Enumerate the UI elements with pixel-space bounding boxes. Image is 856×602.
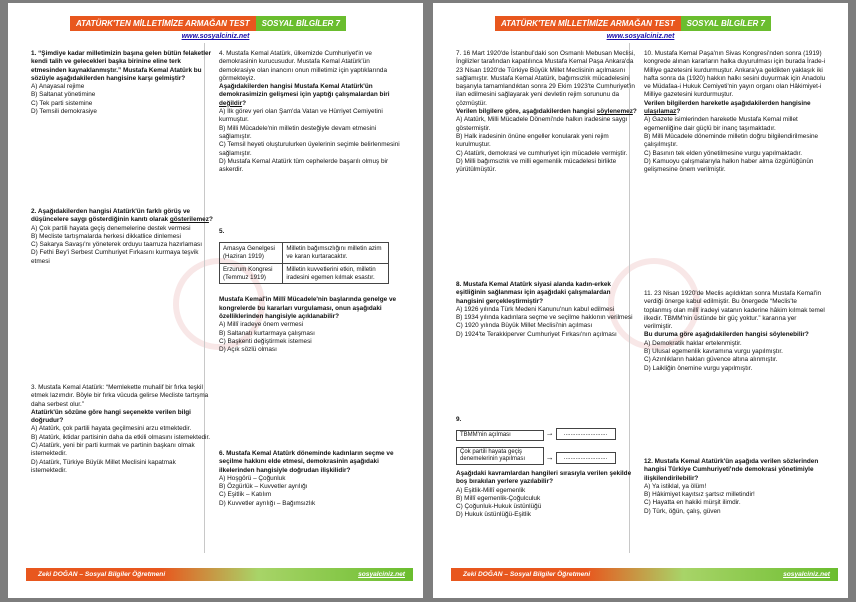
question-4-option-d: D) Mustafa Kemal Atatürk tüm cephelerde başarılı olmuş bir askerdir. — [219, 157, 389, 174]
question-2-option-d: D) Fethi Bey'i Serbest Cumhuriyet Fırkasını kurmaya teşvik etmesi — [31, 249, 199, 265]
question-11 — [644, 290, 826, 373]
question-3-question: Atatürk'ün sözüne göre hangi seçenekte verilen bilgi doğrudur? — [31, 408, 191, 425]
question-5-table — [219, 242, 389, 284]
question-5-option-b: B) Saltanatı kurtarmaya çalışması — [219, 329, 315, 337]
question-3-option-a: A) Atatürk, çok partili hayata geçilmesini arzu etmektedir. — [31, 425, 192, 433]
question-8-option-b: B) 1934 yılında kadınlara seçme ve seçilme hakkının verilmesi — [456, 314, 633, 322]
question-6-stem: 6. Mustafa Kemal Atatürk döneminde kadınların seçme ve seçilme hakkını elde etmesi, demokrasinin aşağıdaki ilkelerinden hangisiyle doğrudan ilişkilidir? — [219, 450, 394, 474]
footer-url[interactable]: sosyalciniz.net — [783, 571, 830, 578]
question-7-option-d: D) Milli bağımsızlık ve milli egemenlik mücadelesi birlikte yürütülmüştür. — [456, 157, 617, 174]
question-12-option-b: B) Hâkimiyet kayıtsız şartsız milletindir! — [644, 491, 755, 499]
question-3-option-c: C) Atatürk, yeni bir parti kurmak ve partinin başkanı olmak istemektedir. — [31, 442, 195, 458]
question-3 — [31, 384, 213, 475]
question-7-option-b: B) Halk iradesinin önüne engeller konularak yeni rejim kurulmuştur. — [456, 132, 609, 149]
question-6-option-b: B) Özgürlük – Kuvvetler ayrılığı — [219, 483, 308, 491]
question-10-option-c: C) Basının tek elden yönetilmesine vurgu yapılmaktadır. — [644, 149, 803, 157]
question-8-option-c: C) 1920 yılında Büyük Millet Meclisi'nin açılması — [456, 322, 593, 330]
question-8-option-a: A) 1926 yılında Türk Medeni Kanunu'nun kabul edilmesi — [456, 305, 615, 313]
page-header — [70, 16, 346, 31]
question-6 — [219, 450, 401, 508]
question-3-option-b: B) Atatürk, iktidar partisinin daha da etkili olmasını istemektedir. — [31, 433, 211, 441]
question-9 — [456, 416, 638, 520]
question-7-option-a: A) Atatürk, Milli Mücadele Dönemi'nde halkın iradesine saygı göstermiştir. — [456, 116, 628, 132]
question-1-option-c: C) Tek parti sistemine — [31, 99, 93, 107]
question-1 — [31, 50, 213, 116]
question-10-question: Verilen bilgilerden hareketle aşağıdakilerden hangisine ulaşılamaz? — [644, 99, 811, 116]
question-4 — [219, 50, 401, 174]
question-9-number: 9. — [456, 416, 462, 423]
table-cell: Milletin bağımsızlığını milletin azim ve karan kurtaracaktır. — [283, 243, 389, 264]
question-3-option-d: D) Atatürk, Türkiye Büyük Millet Meclisini kapatmak istemektedir. — [31, 458, 176, 474]
table-row — [220, 243, 389, 264]
question-9-option-a: A) Eşitlik-Millî egemenlik — [456, 486, 526, 494]
question-11-stem: 11. 23 Nisan 1920'de Meclis açıldıktan sonra Mustafa Kemal'in verdiği önerge kabul edilmiştir. Bu önergede “Meclis'te toplanmış olan millî iradeyi vatanın kaderine hâkim kılmak temel ilkedir. TBMM'nin üstünde bir güç yoktur.” kararına yer verilmiştir. — [644, 290, 825, 331]
footer-url[interactable]: sosyalciniz.net — [358, 571, 405, 578]
question-11-option-b: B) Ulusal egemenlik kavramına vurgu yapılmıştır. — [644, 348, 783, 356]
question-7-option-c: C) Atatürk, demokrasi ve cumhuriyet için mücadele vermiştir. — [456, 149, 628, 157]
question-4-stem: Aşağıdakilerden hangisi Mustafa Kemal Atatürk'ün demokrasimizin gelişmesi için yaptığı çalışmalardan biri değildir? — [219, 83, 390, 107]
question-8 — [456, 281, 638, 339]
question-6-option-d: D) Kuvvetler ayrılığı – Bağımsızlık — [219, 499, 316, 507]
question-2-option-a: A) Çok partili hayata geçiş denemelerine destek vermesi — [31, 224, 191, 232]
table-cell: Erzurum Kongresi (Temmuz 1919) — [220, 263, 283, 284]
question-11-option-d: D) Laikliğin önemine vurgu yapılmıştır. — [644, 364, 753, 372]
footer-author: Zeki DOĞAN – Sosyal Bilgiler Öğretmeni — [38, 571, 166, 578]
question-5-question: Mustafa Kemal'in Millî Mücadele'nin başlarında genelge ve kongrelerde bu kararları vurgulaması, onun aşağıdaki özelliklerinden hangisiyle açıklanabilir? — [219, 296, 397, 321]
question-9-option-d: D) Hukuk üstünlüğü-Eşitlik — [456, 511, 531, 519]
question-5-number: 5. — [219, 228, 225, 235]
question-6-option-a: A) Hoşgörü – Çoğunluk — [219, 474, 286, 482]
diagram-blank: .......................... — [556, 428, 616, 440]
diagram-row — [456, 428, 638, 441]
page-footer — [26, 568, 413, 581]
question-1-option-d: D) Temsili demokrasiye — [31, 108, 97, 116]
question-10-option-b: B) Milli Mücadele döneminde milletin doğru bilgilendirilmesine çalışılmıştır. — [644, 132, 819, 149]
question-12-option-c: C) Hayatta en hakiki mürşit ilimdir. — [644, 499, 741, 507]
arrow-right-icon: → — [545, 452, 554, 462]
question-2 — [31, 208, 213, 266]
question-2-stem: 2. Aşağıdakilerden hangisi Atatürk'ün farklı görüş ve düşüncelere saygı gösterdiğinin kanıtı olarak gösterilemez? — [31, 208, 213, 224]
question-2-option-b: B) Mecliste tartışmalarda herkesi dikkatlice dinlemesi — [31, 232, 181, 240]
question-7-stem: 7. 16 Mart 1920'de İstanbul'daki son Osmanlı Mebusan Meclisi, İngilizler tarafından kapatılınca Mustafa Kemal Paşa Ankara'da 23 Nisan 1920'de Türkiye Büyük Millet Meclisinin açılmasını sağlamıştır. Mustafa Kemal Atatürk, bağımsızlık mücadelesini başarıyla tamamlandıktan sonra 29 Ekim 1923'te Cumhuriyet'in ilan edilmesini sağlayarak yeni devletin rejim sorununu da çözmüştür. — [456, 50, 635, 107]
question-11-question: Bu duruma göre aşağıdakilerden hangisi söylenebilir? — [644, 331, 809, 339]
header-subject: SOSYAL BİLGİLER 7 — [681, 16, 771, 31]
diagram-box-multiparty: Çok partili hayata geçiş denemelerinin yapılması — [456, 447, 544, 465]
page-header — [495, 16, 771, 31]
question-12 — [644, 458, 826, 516]
right-page — [433, 3, 848, 598]
question-5 — [219, 228, 401, 355]
question-1-option-a: A) Anayasal rejime — [31, 83, 85, 91]
question-3-stem: 3. Mustafa Kemal Atatürk: “Memlekette muhalif bir fırka teşkil etmek lazımdır. Böyle bir fırka vücuda gelirse Mecliste tartışma daha serbest olur.” — [31, 384, 209, 408]
question-5-option-c: C) Başkenti değiştirmek istemesi — [219, 337, 312, 345]
diagram-row — [456, 447, 638, 465]
question-4-option-a: A) İlk görev yeri olan Şam'da Vatan ve Hürriyet Cemiyetini kurmuştur. — [219, 108, 383, 124]
question-4-option-c: C) Temsil heyeti oluşturulurken üyelerinin seçimle belirlenmesini sağlamıştır. — [219, 141, 400, 157]
page-footer — [451, 568, 838, 581]
question-8-option-d: D) 1924'te Terakkiperver Cumhuriyet Fırkası'nın açılması — [456, 330, 617, 338]
question-7 — [456, 50, 638, 174]
question-2-option-c: C) Sakarya Savaşı'nı yöneterek orduyu taarruza hazırlaması — [31, 241, 203, 249]
question-12-stem: 12. Mustafa Kemal Atatürk'ün aşağıda verilen sözlerinden hangisi Türkiye Cumhuriyeti'nde demokrasi yönetimiyle ilişkilendirilebilir? — [644, 458, 819, 482]
table-cell: Amasya Genelgesi (Haziran 1919) — [220, 243, 283, 264]
question-9-option-b: B) Millî egemenlik-Çoğulculuk — [456, 494, 541, 502]
question-10-option-a: A) Gazete isimlerinden hareketle Mustafa Kemal millet egemenliğine dair güçlü bir inanç taşımaktadır. — [644, 116, 798, 132]
column-divider — [204, 43, 205, 553]
arrow-right-icon: → — [545, 428, 554, 438]
question-12-option-a: A) Ya istiklal, ya ölüm! — [644, 482, 707, 490]
header-title: ATATÜRK'TEN MİLLETİMİZE ARMAĞAN TEST — [70, 16, 256, 31]
question-10 — [644, 50, 826, 174]
question-9-question: Aşağıdaki kavramlardan hangileri sırasıyla verilen şekilde boş bırakılan yerlere yazılabilir? — [456, 469, 632, 486]
question-1-stem: 1. “Şimdiye kadar milletimizin başına gelen bütün felaketler kendi talih ve gelecekleri başka birinine eline terk etmesinden kaynaklanmıştır.” Mustafa Kemal Atatürk bu sözüyle aşağıdakilerden hangisine karşı gelmiştir? — [31, 50, 212, 82]
question-7-question: Verilen bilgilere göre, aşağıdakilerden hangisi söylenemez? — [456, 108, 637, 116]
question-4-option-b: B) Milli Mücadele'nin milletin desteğiyle devam etmesini sağlamıştır. — [219, 124, 377, 140]
question-11-option-a: A) Demokratik haklar ertelenmiştir. — [644, 339, 742, 347]
question-1-option-b: B) Saltanat yönetimine — [31, 91, 96, 99]
question-5-option-d: D) Açık sözlü olması — [219, 346, 277, 354]
footer-author: Zeki DOĞAN – Sosyal Bilgiler Öğretmeni — [463, 571, 591, 578]
question-4-intro: 4. Mustafa Kemal Atatürk, ülkemizde Cumhuriyet'in ve demokrasinin kurucusudur. Mustafa Kemal Atatürk'ün demokrasiye olan inancını onun milletimiz için yaptıklarında görmekteyiz. — [219, 50, 388, 82]
question-6-option-c: C) Eşitlik – Katılım — [219, 491, 272, 499]
question-10-option-d: D) Kamuoyu çalışmalarıyla halkın haber alma özgürlüğünün gelişmesine önem verilmiştir. — [644, 157, 814, 174]
diagram-blank: .......................... — [556, 452, 616, 464]
table-cell: Milletin kuvvetlerini etkin, milletin iradesini egemen kılmak esastır. — [283, 263, 389, 284]
question-5-option-a: A) Millî iradeye önem vermesi — [219, 321, 304, 329]
question-9-option-c: C) Çoğunluk-Hukuk üstünlüğü — [456, 503, 542, 511]
diagram-box-tbmm: TBMM'nin açılması — [456, 430, 544, 441]
question-8-stem: 8. Mustafa Kemal Atatürk siyasi alanda kadın-erkek eşitliğinin sağlanması için aşağıdaki çalışmalardan hangisini gerçekleştirmiştir? — [456, 281, 611, 305]
header-url[interactable]: www.sosyalciniz.net — [606, 33, 675, 40]
left-page — [8, 3, 423, 598]
header-title: ATATÜRK'TEN MİLLETİMİZE ARMAĞAN TEST — [495, 16, 681, 31]
question-11-option-c: C) Azınlıkların hakları güvence altına alınmıştır. — [644, 356, 778, 364]
header-url[interactable]: www.sosyalciniz.net — [181, 33, 250, 40]
question-10-stem: 10. Mustafa Kemal Paşa'nın Sivas Kongresi'nden sonra (1919) kongrede alınan kararların halka duyurulması için burada İrade-i Milliye gazetesini kurdurmuştur. Ankara'ya geldikten yaklaşık iki hafta sonra da (1920) hakkın halkı sesini duyurmak için Anadolu ve Müdafaa-i Hukuk Cemiyeti'nin yayın organı olan Hâkimiyet-i Milliye gazetesini kurdurmuştur. — [644, 50, 826, 99]
question-12-option-d: D) Türk, öğün, çalış, güven — [644, 507, 721, 515]
header-subject: SOSYAL BİLGİLER 7 — [256, 16, 346, 31]
table-row — [220, 263, 389, 284]
